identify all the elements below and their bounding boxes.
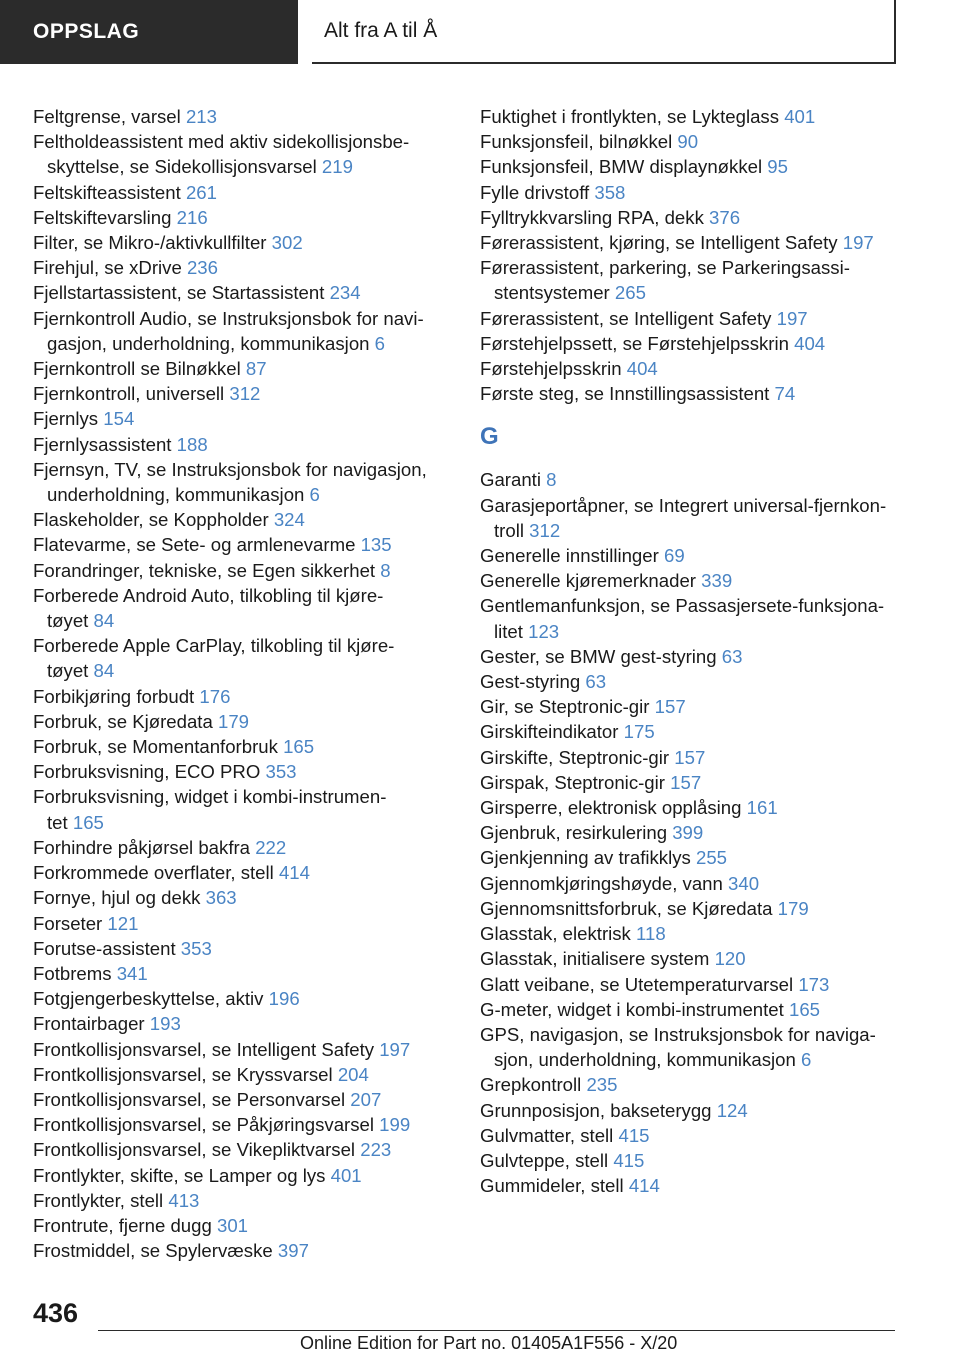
page-link[interactable]: 312 (529, 519, 561, 541)
entry-text: Førstehjelpssett, se Førstehjelpsskrin (480, 332, 789, 354)
page-link[interactable]: 6 (309, 484, 320, 506)
index-entry (33, 558, 453, 583)
index-entry (480, 921, 900, 946)
page-link[interactable]: 413 (168, 1189, 200, 1211)
entry-text: Garasjeportåpner, se Integrert universal-fjernkon‐ troll (480, 494, 887, 541)
index-entry (480, 946, 900, 971)
index-entry (33, 911, 453, 936)
entry-text: Generelle innstillinger (480, 545, 659, 567)
footer-divider (98, 1330, 895, 1331)
page-link[interactable]: 339 (701, 570, 733, 592)
index-entry (480, 669, 900, 694)
page-link[interactable]: 8 (546, 469, 557, 491)
index-entry (480, 896, 900, 921)
index-entry (480, 331, 900, 356)
entry-text: Forbruk, se Momentanforbruk (33, 736, 278, 758)
page-link[interactable]: 302 (271, 232, 303, 254)
index-entry (33, 406, 453, 431)
entry-text: Frontrute, fjerne dugg (33, 1214, 212, 1236)
page-link[interactable]: 376 (709, 206, 741, 228)
page-link[interactable]: 165 (788, 998, 821, 1020)
entry-text: Fjellstartassistent, se Startassistent (33, 282, 325, 304)
index-entry (480, 871, 900, 896)
entry-text: Forandringer, tekniske, se Egen sikkerhet (33, 559, 376, 581)
index-entry (33, 432, 453, 457)
entry-text: Frontkollisjonsvarsel, se Kryssvarsel (33, 1063, 333, 1085)
index-entry (33, 129, 453, 179)
page-link[interactable]: 261 (185, 181, 217, 203)
entry-text: G-meter, widget i kombi-instrumentet (480, 998, 784, 1020)
index-entry (33, 1062, 453, 1087)
entry-text: Fjernlys (33, 408, 99, 430)
page-link[interactable]: 312 (229, 383, 261, 405)
index-entry (480, 1098, 900, 1123)
entry-text: Gester, se BMW gest-styring (480, 645, 717, 667)
entry-text: Forseter (33, 912, 103, 934)
index-entry (33, 1137, 453, 1162)
entry-text: Forbruksvisning, widget i kombi-instrumen‐ tet (33, 786, 387, 833)
entry-text: Girsperre, elektronisk opplåsing (480, 797, 742, 819)
entry-text: Glasstak, elektrisk (480, 923, 631, 945)
index-list-g (480, 467, 900, 1198)
page-link[interactable]: 213 (185, 106, 217, 127)
entry-text: Flaskeholder, se Koppholder (33, 509, 269, 531)
index-column-left (33, 104, 453, 1263)
index-entry (33, 1112, 453, 1137)
index-entry (33, 936, 453, 961)
page-title: Alt fra A til Å (312, 0, 896, 64)
index-entry (33, 457, 453, 507)
index-entry (480, 770, 900, 795)
page-link[interactable]: 234 (329, 282, 361, 304)
entry-text: Forhindre påkjørsel bakfra (33, 836, 251, 858)
page-link[interactable]: 120 (714, 948, 746, 970)
page-link[interactable]: 173 (798, 973, 830, 995)
page-link[interactable]: 265 (614, 282, 646, 304)
entry-text: Frontlykter, skifte, se Lamper og lys (33, 1164, 326, 1186)
page-link[interactable]: 157 (670, 771, 702, 793)
page-link[interactable]: 6 (800, 1049, 812, 1071)
page-link[interactable]: 255 (696, 847, 728, 869)
index-list-f (480, 104, 900, 406)
page-link[interactable]: 236 (186, 257, 218, 279)
page-link[interactable]: 340 (728, 872, 760, 894)
page-number: 436 (33, 1298, 79, 1328)
entry-text: Glasstak, initialisere system (480, 948, 710, 970)
index-entry (480, 1022, 900, 1072)
entry-text: Førstehjelpsskrin (480, 358, 622, 380)
page-link[interactable]: 404 (794, 332, 826, 354)
index-entry (33, 709, 453, 734)
entry-text: Feltgrense, varsel (33, 106, 181, 127)
page-link[interactable]: 124 (716, 1099, 748, 1121)
page-link[interactable]: 401 (784, 106, 816, 127)
index-entry (480, 205, 900, 230)
entry-text: Forbikjøring forbudt (33, 685, 195, 707)
index-entry (33, 1011, 453, 1036)
page-link[interactable]: 179 (217, 710, 250, 732)
index-entry (33, 860, 453, 885)
page-link[interactable]: 219 (321, 156, 353, 178)
entry-text: Gir, se Steptronic-gir (480, 696, 650, 718)
page-link[interactable]: 415 (613, 1149, 645, 1171)
index-entry (480, 972, 900, 997)
page-link[interactable]: 69 (663, 545, 685, 567)
page-link[interactable]: 301 (216, 1214, 249, 1236)
entry-text: Gulvmatter, stell (480, 1124, 614, 1146)
index-entry (33, 381, 453, 406)
page-link[interactable]: 123 (528, 620, 560, 642)
page-link[interactable]: 397 (277, 1240, 309, 1262)
entry-text: Gentlemanfunksjon, se Passasjersete-funksjona‐ litet (480, 595, 885, 642)
index-entry (33, 507, 453, 532)
entry-text: Flatevarme, se Sete- og armlenevarme (33, 534, 356, 556)
page-link[interactable]: 84 (93, 660, 115, 682)
page-link[interactable]: 157 (674, 746, 706, 768)
page-link[interactable]: 179 (777, 897, 809, 919)
index-entry (480, 493, 900, 543)
page-link[interactable]: 223 (360, 1139, 392, 1161)
page-link[interactable]: 324 (273, 509, 305, 531)
entry-text: Fjernlysassistent (33, 433, 172, 455)
entry-text: Girspak, Steptronic-gir (480, 771, 665, 793)
page-link[interactable]: 154 (103, 408, 135, 430)
entry-text: Forberede Android Auto, tilkobling til kjøre‐ tøyet (33, 584, 384, 632)
page-link[interactable]: 404 (626, 358, 658, 380)
entry-text: Frontkollisjonsvarsel, se Intelligent Safety (33, 1038, 375, 1060)
page-link[interactable]: 197 (842, 232, 874, 254)
index-entry (33, 205, 453, 230)
index-entry (33, 1163, 453, 1188)
entry-text: Førerassistent, parkering, se Parkeringsassi‐ stentsystemer (480, 257, 850, 304)
entry-text: Forbruksvisning, ECO PRO (33, 761, 261, 783)
entry-text: Frontkollisjonsvarsel, se Personvarsel (33, 1088, 346, 1110)
page-link[interactable]: 341 (116, 962, 148, 984)
page-link[interactable]: 207 (350, 1088, 382, 1110)
index-entry (33, 180, 453, 205)
entry-text: Fuktighet i frontlykten, se Lykteglass (480, 106, 780, 127)
entry-text: Feltskiftevarsling (33, 206, 172, 228)
entry-text: Girskifte, Steptronic-gir (480, 746, 670, 768)
page-link[interactable]: 175 (623, 721, 655, 743)
entry-text: Frontairbager (33, 1013, 145, 1035)
entry-text: Forbruk, se Kjøredata (33, 710, 213, 732)
page-link[interactable]: 401 (330, 1164, 362, 1186)
entry-text: Grunnposisjon, bakseterygg (480, 1099, 712, 1121)
page-link[interactable]: 135 (360, 534, 392, 556)
page-link[interactable]: 161 (746, 797, 778, 819)
index-entry (480, 129, 900, 154)
entry-text: Gest-styring (480, 671, 581, 693)
entry-text: Fotbrems (33, 962, 112, 984)
index-entry (480, 568, 900, 593)
page-link[interactable]: 197 (776, 307, 808, 329)
index-entry (33, 633, 453, 683)
page-link[interactable]: 363 (205, 887, 237, 909)
page-link[interactable]: 235 (586, 1074, 618, 1096)
index-entry (33, 784, 453, 834)
entry-text: Fotgjengerbeskyttelse, aktiv (33, 988, 264, 1010)
page-link[interactable]: 188 (176, 433, 208, 455)
index-entry (480, 467, 900, 492)
page-link[interactable]: 63 (585, 671, 607, 693)
entry-text: Gjennomkjøringshøyde, vann (480, 872, 723, 894)
index-entry (33, 734, 453, 759)
index-entry (33, 835, 453, 860)
page-link[interactable]: 8 (380, 559, 391, 581)
entry-text: Forberede Apple CarPlay, tilkobling til kjøre‐ tøyet (33, 635, 395, 682)
index-entry (33, 230, 453, 255)
index-entry (480, 1123, 900, 1148)
page-link[interactable]: 414 (628, 1175, 660, 1197)
entry-text: Grepkontroll (480, 1074, 582, 1096)
index-entry (480, 230, 900, 255)
entry-text: Fylltrykkvarsling RPA, dekk (480, 206, 704, 228)
entry-text: Fylle drivstoff (480, 181, 590, 203)
index-entry (480, 1072, 900, 1097)
index-entry (480, 356, 900, 381)
entry-text: Forutse-assistent (33, 937, 176, 959)
section-tab: OPPSLAG (0, 0, 298, 64)
index-entry (480, 381, 900, 406)
index-entry (480, 255, 900, 305)
index-entry (33, 104, 453, 129)
entry-text: Gjenbruk, resirkulering (480, 822, 668, 844)
index-entry (33, 986, 453, 1011)
page-link[interactable]: 157 (654, 696, 686, 718)
index-entry (33, 532, 453, 557)
index-entry (480, 997, 900, 1022)
index-entry (480, 1148, 900, 1173)
page-link[interactable]: 95 (767, 156, 788, 178)
page-link[interactable]: 6 (374, 332, 386, 354)
entry-text: Frontkollisjonsvarsel, se Påkjøringsvarsel (33, 1114, 374, 1136)
index-entry (33, 1238, 453, 1263)
index-column-right (480, 104, 900, 1198)
index-entry (33, 684, 453, 709)
index-entry (480, 306, 900, 331)
index-entry (480, 644, 900, 669)
page-link[interactable]: 87 (245, 358, 267, 380)
page-link[interactable]: 197 (379, 1038, 411, 1060)
page-link[interactable]: 414 (278, 862, 310, 884)
page-link[interactable]: 63 (721, 645, 743, 667)
index-entry (480, 719, 900, 744)
page-link[interactable]: 165 (72, 811, 104, 833)
page-link[interactable]: 399 (672, 822, 704, 844)
page-link[interactable]: 199 (379, 1114, 411, 1136)
index-entry (480, 593, 900, 643)
entry-text: Fornye, hjul og dekk (33, 887, 201, 909)
page-link[interactable]: 121 (107, 912, 139, 934)
index-entry (480, 845, 900, 870)
section-letter: G (480, 423, 499, 451)
index-entry (33, 885, 453, 910)
page-link[interactable]: 353 (265, 761, 297, 783)
entry-text: Frostmiddel, se Spylervæske (33, 1240, 273, 1262)
entry-text: Generelle kjøremerknader (480, 570, 696, 592)
footer-edition: Online Edition for Part no. 01405A1F556 - X/20 (300, 1333, 678, 1353)
entry-text: Fjernkontroll Audio, se Instruksjonsbok for navi‐ gasjon, underholdning, kommunikasjon (33, 307, 424, 354)
index-entry (33, 759, 453, 784)
index-entry (33, 1087, 453, 1112)
index-entry (480, 104, 900, 129)
entry-text: Fjernkontroll, universell (33, 383, 225, 405)
entry-text: Fjernkontroll se Bilnøkkel (33, 358, 241, 380)
index-entry (33, 255, 453, 280)
entry-text: Fjernsyn, TV, se Instruksjonsbok for navigasjon, underholdning, kommunikasjon (33, 458, 427, 506)
entry-text: Girskifteindikator (480, 721, 619, 743)
index-entry (480, 694, 900, 719)
page-link[interactable]: 118 (636, 923, 666, 945)
index-entry (33, 280, 453, 305)
page-link[interactable]: 74 (774, 383, 796, 405)
entry-text: Frontkollisjonsvarsel, se Vikepliktvarsel (33, 1139, 356, 1161)
page-link[interactable]: 193 (149, 1013, 181, 1035)
entry-text: Gummideler, stell (480, 1175, 624, 1197)
index-entry (33, 1037, 453, 1062)
page-link[interactable]: 196 (268, 988, 300, 1010)
entry-text: Garanti (480, 469, 541, 491)
page-link[interactable]: 90 (677, 131, 699, 153)
entry-text: Filter, se Mikro-/aktivkullfilter (33, 232, 267, 254)
entry-text: Frontlykter, stell (33, 1189, 164, 1211)
entry-text: Gjenkjenning av trafikklys (480, 847, 691, 869)
entry-text: Førerassistent, se Intelligent Safety (480, 307, 772, 329)
page-header (0, 0, 960, 66)
page-link[interactable]: 165 (283, 736, 315, 758)
page-link[interactable]: 176 (199, 685, 231, 707)
entry-text: Funksjonsfeil, BMW displaynøkkel (480, 156, 763, 178)
page-link[interactable]: 222 (255, 836, 287, 858)
index-entry (480, 543, 900, 568)
page-link[interactable]: 204 (337, 1063, 369, 1085)
index-entry (480, 795, 900, 820)
entry-text: Gjennomsnittsforbruk, se Kjøredata (480, 897, 773, 919)
index-entry (480, 745, 900, 770)
index-entry (480, 154, 900, 179)
entry-text: Feltholdeassistent med aktiv sidekollisjonsbe‐ skyttelse, se Sidekollisjonsvarsel (33, 131, 410, 178)
page-link[interactable]: 415 (618, 1124, 650, 1146)
page-link[interactable]: 84 (93, 610, 115, 632)
index-entry (33, 583, 453, 633)
entry-text: Forkrommede overflater, stell (33, 862, 274, 884)
entry-text: GPS, navigasjon, se Instruksjonsbok for naviga‐ sjon, underholdning, kommunikasjon (480, 1023, 876, 1071)
index-entry (33, 1188, 453, 1213)
entry-text: Glatt veibane, se Utetemperaturvarsel (480, 973, 794, 995)
page-link[interactable]: 353 (180, 937, 212, 959)
index-entry (33, 356, 453, 381)
index-entry (33, 1213, 453, 1238)
index-entry (480, 180, 900, 205)
entry-text: Førerassistent, kjøring, se Intelligent Safety (480, 232, 838, 254)
index-entry (480, 1173, 900, 1198)
index-entry (33, 306, 453, 356)
index-entry (33, 961, 453, 986)
entry-text: Feltskifteassistent (33, 181, 181, 203)
page-link[interactable]: 216 (176, 206, 208, 228)
entry-text: Funksjonsfeil, bilnøkkel (480, 131, 673, 153)
entry-text: Gulvteppe, stell (480, 1149, 609, 1171)
entry-text: Første steg, se Innstillingsassistent (480, 383, 770, 405)
entry-text: Firehjul, se xDrive (33, 257, 182, 279)
page-link[interactable]: 358 (594, 181, 626, 203)
index-entry (480, 820, 900, 845)
